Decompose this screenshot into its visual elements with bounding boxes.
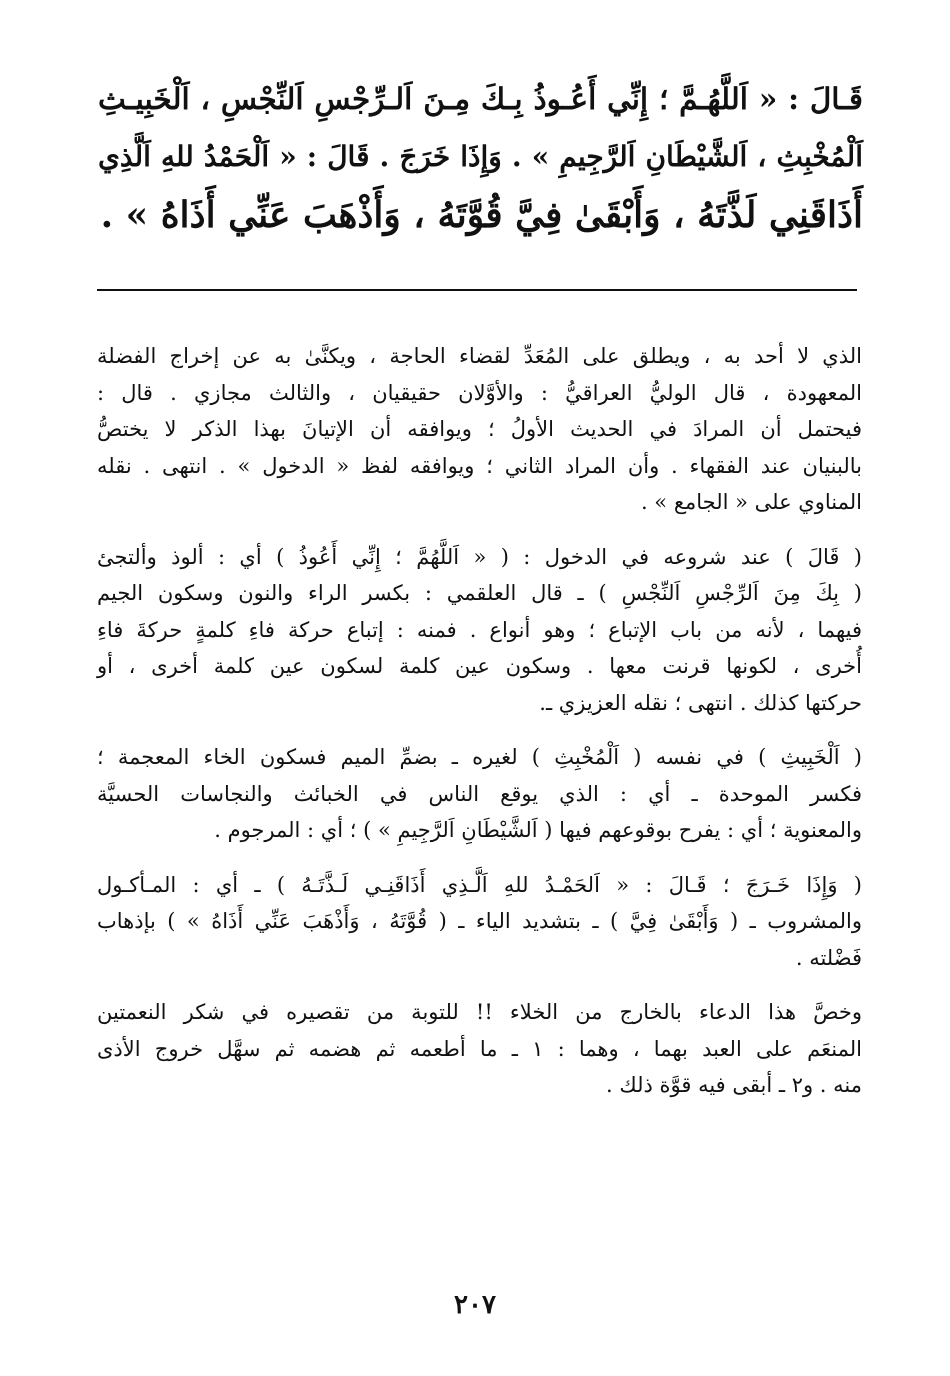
commentary-line: حركتها كذلك . انتهى ؛ نقله العزيزي ـ.	[539, 690, 862, 715]
commentary-line: فيهما ، لأنه من باب الإتباع ؛ وهو أنواع . فمنه : إتباع حركة فاءِ كلمةٍ حركةَ فاءِ	[97, 617, 862, 642]
commentary-paragraph	[97, 338, 862, 521]
page-number: ٢٠٧	[454, 1290, 496, 1320]
commentary	[97, 338, 862, 1122]
commentary-line: الذي لا أحد به ، ويطلق على المُعَدِّ لقضاء الحاجة ، ويكنَّىٰ به عن إخراج الفضلة	[97, 344, 862, 368]
commentary-line: بالبنيان عند الفقهاء . وأن المراد الثاني ؛ ويوافقه لفظ « الدخول » . انتهى . نقله	[97, 453, 862, 478]
commentary-line: فَضْلته .	[795, 945, 862, 970]
commentary-paragraph	[97, 539, 862, 722]
footnote-divider	[97, 289, 857, 291]
hadith-line: قَـالَ : « اَللَّهُـمَّ ؛ إِنِّي أَعُـوذُ بِـكَ مِـنَ اَلـرِّجْسِ اَلنِّجْسِ ، اَلْخَبِيـثِ	[98, 81, 863, 116]
commentary-line: والمعنوية ؛ أي : يفرح بوقوعهم فيها ( اَلشَّيْطَانِ اَلرَّجِيمِ » ) ؛ أي : المرجوم .	[214, 818, 862, 842]
commentary-line: ( وَإِذَا خَـرَجَ ؛ قَـالَ : « اَلحَمْـدُ للهِ اَلَّـذِي أَذَاقَنِـي لَـذَّتَـهُ ) ـ أي : المـأكـول	[97, 872, 862, 897]
commentary-line: والمشروب ـ ( وَأَبْقَىٰ فِيَّ ) ـ بتشديد الياء ـ ( قُوَّتَهُ ، وَأَذْهَبَ عَنِّي أَذَاهُ » ) بإذهاب	[97, 909, 862, 933]
commentary-paragraph	[97, 994, 862, 1104]
hadith-text	[98, 70, 863, 244]
commentary-paragraph	[97, 867, 862, 977]
commentary-paragraph	[97, 739, 862, 849]
commentary-line: وخصَّ هذا الدعاء بالخارج من الخلاء !! للتوبة من تقصيره في شكر النعمتين	[97, 1000, 862, 1024]
commentary-line: ( بِكَ مِنَ اَلرِّجْسِ اَلنِّجْسِ ) ـ قال العلقمي : بكسر الراء والنون وسكون الجيم	[97, 581, 862, 605]
commentary-line: فكسر الموحدة ـ أي : الذي يوقع الناس في الخبائث والنجاسات الحسيَّة	[97, 781, 862, 806]
commentary-line: منه . و٢ ـ أبقى فيه قوَّة ذلك .	[606, 1073, 862, 1097]
commentary-line: المعهودة ، قال الوليُّ العراقيُّ : والأوَّلان حقيقيان ، والثالث مجازي . قال :	[97, 380, 862, 405]
hadith-line: أَذَاقَنِي لَذَّتَهُ ، وَأَبْقَىٰ فِيَّ قُوَّتَهُ ، وَأَذْهَبَ عَنِّي أَذَاهُ » .	[100, 194, 863, 236]
commentary-line: أُخرى ، لكونها قرنت معها . وسكون عين كلمة لسكون عين كلمة أخرى ، أو	[97, 654, 862, 678]
commentary-line: ( اَلْخَبِيثِ ) في نفسه ( اَلْمُخْبِثِ ) لغيره ـ بضمِّ الميم فسكون الخاء المعجمة ؛	[97, 745, 862, 769]
hadith-line: اَلْمُخْبِثِ ، اَلشَّيْطَانِ اَلرَّجِيمِ » . وَإِذَا خَرَجَ . قَالَ : « اَلْحَمْدُ للهِ اَلَّذِي	[98, 140, 863, 173]
commentary-line: ( قَالَ ) عند شروعه في الدخول : ( « اَللَّهُمَّ ؛ إِنِّي أَعُوذُ ) أي : ألوذ وألتجئ	[97, 544, 862, 569]
commentary-line: المناوي على « الجامع » .	[640, 490, 862, 514]
commentary-line: فيحتمل أن المرادَ في الحديث الأولُ ؛ ويوافقه أن الإتيانَ بهذا الذكر لا يختصُّ	[97, 417, 862, 441]
commentary-line: المنعَم على العبد بهما ، وهما : ١ ـ ما أطعمه ثم هضمه ثم سهَّل خروج الأذى	[97, 1036, 862, 1061]
